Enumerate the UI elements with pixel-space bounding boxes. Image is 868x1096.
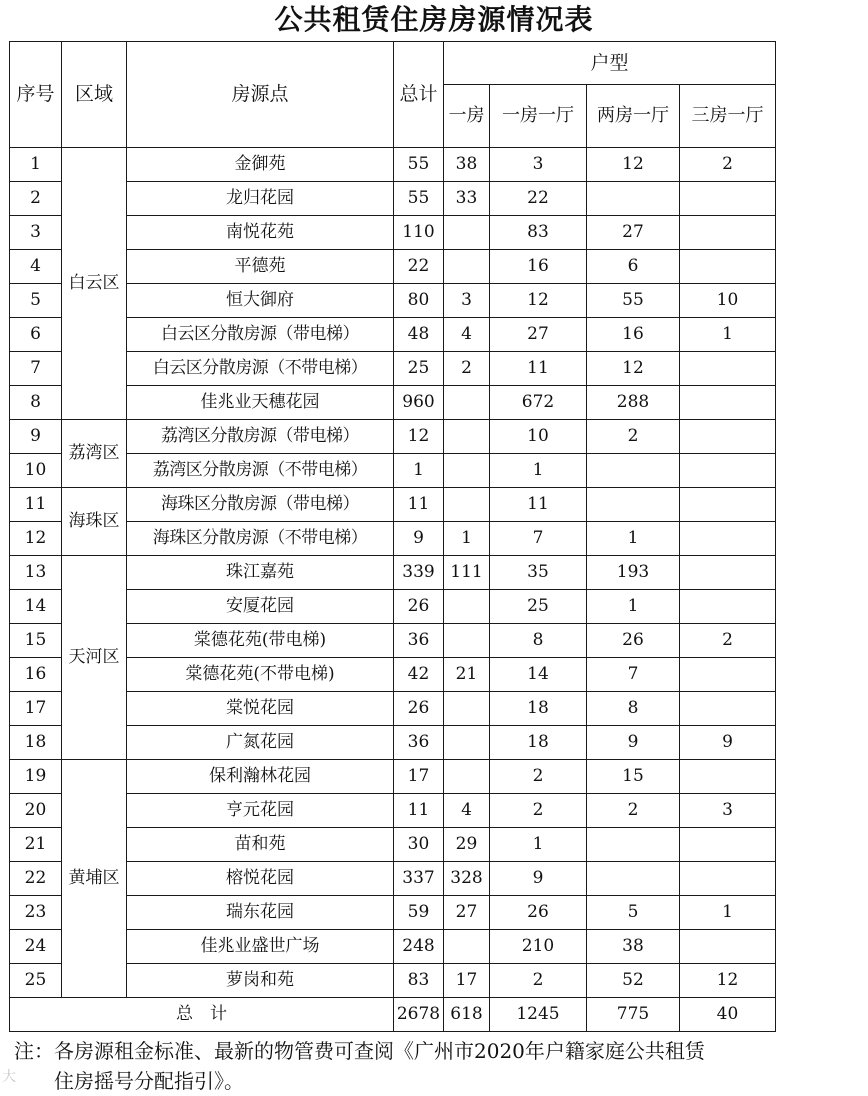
- row-three-room-one-hall: [680, 862, 776, 896]
- row-total: 17: [394, 760, 444, 794]
- row-three-room-one-hall: [680, 692, 776, 726]
- row-seq: 21: [10, 828, 62, 862]
- row-total: 960: [394, 386, 444, 420]
- row-property-name: 白云区分散房源（带电梯）: [127, 318, 394, 352]
- row-one-room-one-hall: 210: [490, 930, 587, 964]
- row-one-room-one-hall: 2: [490, 760, 587, 794]
- row-one-room-one-hall: 25: [490, 590, 587, 624]
- row-total: 36: [394, 726, 444, 760]
- row-total: 55: [394, 148, 444, 182]
- row-one-room-one-hall: 9: [490, 862, 587, 896]
- row-total: 11: [394, 488, 444, 522]
- row-two-room-one-hall: 16: [587, 318, 680, 352]
- header-total: 总计: [394, 42, 444, 148]
- row-total: 1: [394, 454, 444, 488]
- row-one-room-one-hall: 1: [490, 828, 587, 862]
- row-one-room: 3: [444, 284, 490, 318]
- row-total: 337: [394, 862, 444, 896]
- totals-total: 2678: [394, 998, 444, 1032]
- row-one-room-one-hall: 26: [490, 896, 587, 930]
- row-one-room-one-hall: 2: [490, 794, 587, 828]
- row-one-room: [444, 930, 490, 964]
- header-property: 房源点: [127, 42, 394, 148]
- row-one-room: 2: [444, 352, 490, 386]
- header-one-room: 一房: [444, 85, 490, 148]
- row-seq: 14: [10, 590, 62, 624]
- header-seq: 序号: [10, 42, 62, 148]
- row-two-room-one-hall: [587, 488, 680, 522]
- row-property-name: 苗和苑: [127, 828, 394, 862]
- row-seq: 17: [10, 692, 62, 726]
- row-property-name: 保利瀚林花园: [127, 760, 394, 794]
- row-seq: 24: [10, 930, 62, 964]
- row-seq: 19: [10, 760, 62, 794]
- row-two-room-one-hall: 1: [587, 522, 680, 556]
- row-district: 海珠区: [62, 488, 127, 556]
- row-seq: 5: [10, 284, 62, 318]
- row-one-room-one-hall: 3: [490, 148, 587, 182]
- row-three-room-one-hall: [680, 556, 776, 590]
- row-one-room: 4: [444, 794, 490, 828]
- row-property-name: 恒大御府: [127, 284, 394, 318]
- row-two-room-one-hall: 27: [587, 216, 680, 250]
- row-two-room-one-hall: 6: [587, 250, 680, 284]
- row-three-room-one-hall: [680, 658, 776, 692]
- row-property-name: 海珠区分散房源（不带电梯）: [127, 522, 394, 556]
- row-three-room-one-hall: [680, 590, 776, 624]
- row-seq: 1: [10, 148, 62, 182]
- table-row: [10, 148, 776, 182]
- row-property-name: 珠江嘉苑: [127, 556, 394, 590]
- row-one-room: [444, 454, 490, 488]
- footnote: [14, 1036, 854, 1096]
- row-two-room-one-hall: 9: [587, 726, 680, 760]
- row-seq: 4: [10, 250, 62, 284]
- row-two-room-one-hall: 55: [587, 284, 680, 318]
- row-property-name: 棠德花苑(带电梯): [127, 624, 394, 658]
- row-three-room-one-hall: [680, 250, 776, 284]
- page-title: 公共租赁住房房源情况表: [274, 3, 594, 36]
- row-three-room-one-hall: [680, 420, 776, 454]
- row-property-name: 棠德花苑(不带电梯): [127, 658, 394, 692]
- row-total: 25: [394, 352, 444, 386]
- totals-row: [10, 998, 776, 1032]
- row-property-name: 龙归花园: [127, 182, 394, 216]
- row-total: 11: [394, 794, 444, 828]
- row-one-room: 21: [444, 658, 490, 692]
- row-three-room-one-hall: 1: [680, 318, 776, 352]
- row-one-room: [444, 488, 490, 522]
- row-total: 339: [394, 556, 444, 590]
- row-seq: 22: [10, 862, 62, 896]
- row-one-room: [444, 250, 490, 284]
- row-one-room: [444, 420, 490, 454]
- row-two-room-one-hall: 38: [587, 930, 680, 964]
- header-three-room-one-hall: 三房一厅: [680, 85, 776, 148]
- row-seq: 8: [10, 386, 62, 420]
- row-district: 荔湾区: [62, 420, 127, 488]
- row-two-room-one-hall: 26: [587, 624, 680, 658]
- row-seq: 20: [10, 794, 62, 828]
- row-seq: 16: [10, 658, 62, 692]
- totals-three-room-one-hall: 40: [680, 998, 776, 1032]
- row-seq: 10: [10, 454, 62, 488]
- row-two-room-one-hall: [587, 182, 680, 216]
- row-two-room-one-hall: 52: [587, 964, 680, 998]
- totals-one-room: 618: [444, 998, 490, 1032]
- row-total: 80: [394, 284, 444, 318]
- row-two-room-one-hall: 193: [587, 556, 680, 590]
- row-seq: 25: [10, 964, 62, 998]
- row-district: 天河区: [62, 556, 127, 760]
- row-one-room-one-hall: 16: [490, 250, 587, 284]
- row-property-name: 南悦花苑: [127, 216, 394, 250]
- row-total: 55: [394, 182, 444, 216]
- row-one-room-one-hall: 2: [490, 964, 587, 998]
- row-three-room-one-hall: 12: [680, 964, 776, 998]
- row-one-room: 111: [444, 556, 490, 590]
- row-three-room-one-hall: [680, 216, 776, 250]
- row-three-room-one-hall: [680, 386, 776, 420]
- row-one-room-one-hall: 35: [490, 556, 587, 590]
- row-one-room: [444, 216, 490, 250]
- row-seq: 12: [10, 522, 62, 556]
- row-total: 9: [394, 522, 444, 556]
- row-property-name: 白云区分散房源（不带电梯）: [127, 352, 394, 386]
- row-one-room-one-hall: 11: [490, 488, 587, 522]
- row-two-room-one-hall: 2: [587, 794, 680, 828]
- row-seq: 6: [10, 318, 62, 352]
- row-property-name: 萝岗和苑: [127, 964, 394, 998]
- row-one-room-one-hall: 12: [490, 284, 587, 318]
- row-three-room-one-hall: 2: [680, 148, 776, 182]
- row-seq: 7: [10, 352, 62, 386]
- row-total: 22: [394, 250, 444, 284]
- row-three-room-one-hall: [680, 522, 776, 556]
- footnote-line-2: 住房摇号分配指引》。: [54, 1069, 244, 1093]
- row-two-room-one-hall: 12: [587, 352, 680, 386]
- row-total: 59: [394, 896, 444, 930]
- row-property-name: 佳兆业盛世广场: [127, 930, 394, 964]
- row-total: 36: [394, 624, 444, 658]
- row-district: 白云区: [62, 148, 127, 420]
- row-three-room-one-hall: [680, 454, 776, 488]
- row-one-room: [444, 726, 490, 760]
- row-total: 42: [394, 658, 444, 692]
- row-seq: 9: [10, 420, 62, 454]
- row-two-room-one-hall: 2: [587, 420, 680, 454]
- row-property-name: 安厦花园: [127, 590, 394, 624]
- row-two-room-one-hall: [587, 862, 680, 896]
- totals-one-room-one-hall: 1245: [490, 998, 587, 1032]
- header-district: 区域: [62, 42, 127, 148]
- row-total: 30: [394, 828, 444, 862]
- row-one-room: [444, 760, 490, 794]
- row-three-room-one-hall: 9: [680, 726, 776, 760]
- row-total: 26: [394, 590, 444, 624]
- table-row: [10, 556, 776, 590]
- row-one-room-one-hall: 10: [490, 420, 587, 454]
- row-property-name: 瑞东花园: [127, 896, 394, 930]
- row-one-room-one-hall: 1: [490, 454, 587, 488]
- row-three-room-one-hall: 2: [680, 624, 776, 658]
- row-total: 83: [394, 964, 444, 998]
- header-two-room-one-hall: 两房一厅: [587, 85, 680, 148]
- row-one-room-one-hall: 18: [490, 726, 587, 760]
- row-three-room-one-hall: [680, 182, 776, 216]
- row-one-room-one-hall: 22: [490, 182, 587, 216]
- row-district: 黄埔区: [62, 760, 127, 998]
- row-one-room: 33: [444, 182, 490, 216]
- row-property-name: 榕悦花园: [127, 862, 394, 896]
- row-one-room-one-hall: 27: [490, 318, 587, 352]
- row-one-room: 27: [444, 896, 490, 930]
- row-property-name: 佳兆业天穗花园: [127, 386, 394, 420]
- row-two-room-one-hall: 1: [587, 590, 680, 624]
- row-one-room: 1: [444, 522, 490, 556]
- row-one-room-one-hall: 7: [490, 522, 587, 556]
- row-property-name: 亨元花园: [127, 794, 394, 828]
- row-one-room-one-hall: 83: [490, 216, 587, 250]
- row-seq: 13: [10, 556, 62, 590]
- row-two-room-one-hall: 288: [587, 386, 680, 420]
- row-property-name: 海珠区分散房源（带电梯）: [127, 488, 394, 522]
- watermark-logo: 大: [2, 1069, 16, 1085]
- row-two-room-one-hall: 8: [587, 692, 680, 726]
- row-one-room: 17: [444, 964, 490, 998]
- row-three-room-one-hall: 3: [680, 794, 776, 828]
- row-seq: 23: [10, 896, 62, 930]
- totals-label: 总 计: [10, 998, 394, 1032]
- row-three-room-one-hall: [680, 488, 776, 522]
- table-row: [10, 488, 776, 522]
- row-one-room-one-hall: 672: [490, 386, 587, 420]
- row-two-room-one-hall: [587, 454, 680, 488]
- header-layout: 户型: [444, 42, 776, 85]
- row-property-name: 棠悦花园: [127, 692, 394, 726]
- row-one-room: [444, 590, 490, 624]
- row-three-room-one-hall: [680, 930, 776, 964]
- row-two-room-one-hall: 15: [587, 760, 680, 794]
- row-one-room-one-hall: 14: [490, 658, 587, 692]
- row-three-room-one-hall: 10: [680, 284, 776, 318]
- row-two-room-one-hall: 7: [587, 658, 680, 692]
- row-one-room: 4: [444, 318, 490, 352]
- row-one-room-one-hall: 8: [490, 624, 587, 658]
- header-one-room-one-hall: 一房一厅: [490, 85, 587, 148]
- row-one-room: [444, 692, 490, 726]
- row-seq: 2: [10, 182, 62, 216]
- table-row: [10, 420, 776, 454]
- row-seq: 15: [10, 624, 62, 658]
- row-property-name: 平德苑: [127, 250, 394, 284]
- row-total: 248: [394, 930, 444, 964]
- row-one-room: [444, 624, 490, 658]
- housing-table: [9, 41, 776, 1032]
- row-property-name: 广氮花园: [127, 726, 394, 760]
- row-one-room: 38: [444, 148, 490, 182]
- row-one-room: 328: [444, 862, 490, 896]
- row-seq: 18: [10, 726, 62, 760]
- row-one-room-one-hall: 18: [490, 692, 587, 726]
- row-one-room: 29: [444, 828, 490, 862]
- row-one-room-one-hall: 11: [490, 352, 587, 386]
- table-row: [10, 760, 776, 794]
- row-two-room-one-hall: 12: [587, 148, 680, 182]
- row-property-name: 金御苑: [127, 148, 394, 182]
- row-two-room-one-hall: [587, 828, 680, 862]
- totals-two-room-one-hall: 775: [587, 998, 680, 1032]
- row-three-room-one-hall: 1: [680, 896, 776, 930]
- row-three-room-one-hall: [680, 828, 776, 862]
- row-seq: 3: [10, 216, 62, 250]
- row-three-room-one-hall: [680, 352, 776, 386]
- row-total: 48: [394, 318, 444, 352]
- row-total: 12: [394, 420, 444, 454]
- row-property-name: 荔湾区分散房源（带电梯）: [127, 420, 394, 454]
- footnote-line-1: 注：各房源租金标准、最新的物管费可查阅《广州市2020年户籍家庭公共租赁: [14, 1039, 705, 1063]
- row-total: 26: [394, 692, 444, 726]
- row-three-room-one-hall: [680, 760, 776, 794]
- row-two-room-one-hall: 5: [587, 896, 680, 930]
- row-property-name: 荔湾区分散房源（不带电梯）: [127, 454, 394, 488]
- row-one-room: [444, 386, 490, 420]
- row-seq: 11: [10, 488, 62, 522]
- row-total: 110: [394, 216, 444, 250]
